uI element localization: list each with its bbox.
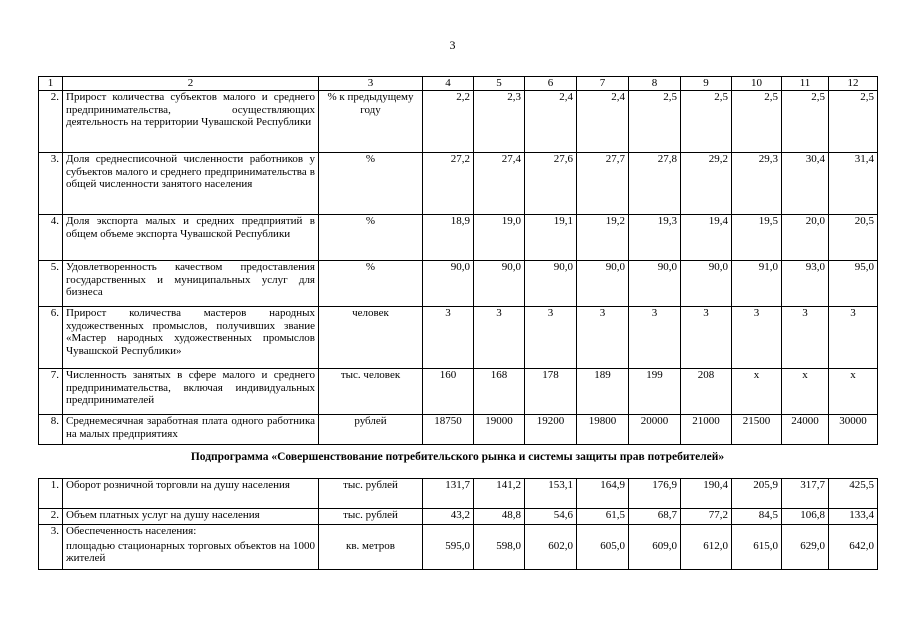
value-cell: 18750 [423, 415, 474, 445]
value-cell: 605,0 [577, 540, 629, 570]
value-cell: 27,2 [423, 153, 474, 215]
table-row [39, 540, 878, 570]
indicator-name: Обеспеченность населения: [63, 525, 319, 540]
table-row [39, 525, 878, 540]
value-cell: 90,0 [577, 261, 629, 307]
table-row [39, 509, 878, 525]
row-number: 5. [39, 261, 63, 307]
table-row [39, 91, 878, 153]
subprogram-title: Подпрограмма «Совершенствование потребительского рынка и системы защиты прав потребителей» [190, 451, 725, 463]
page-number: 3 [449, 38, 456, 52]
value-cell: 27,8 [629, 153, 681, 215]
value-cell: 54,6 [525, 509, 577, 525]
value-cell: 2,3 [474, 91, 525, 153]
value-cell: 2,5 [782, 91, 829, 153]
empty-cell [732, 525, 782, 540]
value-cell: x [732, 369, 782, 415]
empty-cell [829, 525, 878, 540]
indicator-name: Удовлетворенность качеством предоставления государственных и муниципальных услуг для бизнеса [63, 261, 319, 307]
indicator-name: Численность занятых в сфере малого и среднего предпринимательства, включая индивидуальных предпринимателей [63, 369, 319, 415]
header-cell: 5 [474, 77, 525, 91]
indicator-name: Прирост количества субъектов малого и среднего предпринимательства, осуществляющих деятельность на территории Чувашской Республики [63, 91, 319, 153]
value-cell: 615,0 [732, 540, 782, 570]
value-cell: 84,5 [732, 509, 782, 525]
value-cell: 642,0 [829, 540, 878, 570]
indicator-name: Прирост количества мастеров народных художественных промыслов, получивших звание «Мастер народных художественных промыслов Чувашской Республики» [63, 307, 319, 369]
value-cell: 141,2 [474, 479, 525, 509]
indicator-name: Оборот розничной торговли на душу населения [63, 479, 319, 509]
value-cell: 3 [782, 307, 829, 369]
empty-cell [319, 525, 423, 540]
table-row [39, 215, 878, 261]
unit: % [319, 153, 423, 215]
value-cell: 90,0 [423, 261, 474, 307]
empty-cell [525, 525, 577, 540]
value-cell: 21500 [732, 415, 782, 445]
value-cell: 3 [423, 307, 474, 369]
value-cell: 19000 [474, 415, 525, 445]
value-cell: 3 [474, 307, 525, 369]
value-cell: 29,3 [732, 153, 782, 215]
header-cell: 3 [319, 77, 423, 91]
value-cell: 602,0 [525, 540, 577, 570]
unit: тыс. рублей [319, 509, 423, 525]
header-cell: 9 [681, 77, 732, 91]
table-row [39, 153, 878, 215]
value-cell: 176,9 [629, 479, 681, 509]
value-cell: 3 [732, 307, 782, 369]
value-cell: 27,4 [474, 153, 525, 215]
value-cell: 18,9 [423, 215, 474, 261]
value-cell: 21000 [681, 415, 732, 445]
value-cell: 598,0 [474, 540, 525, 570]
value-cell: 30,4 [782, 153, 829, 215]
value-cell: 20,0 [782, 215, 829, 261]
consumer-market-table [38, 478, 878, 570]
header-cell: 6 [525, 77, 577, 91]
table-row [39, 415, 878, 445]
value-cell: 68,7 [629, 509, 681, 525]
table-row [39, 261, 878, 307]
value-cell: 27,6 [525, 153, 577, 215]
indicators-table [38, 76, 878, 445]
unit: человек [319, 307, 423, 369]
value-cell: 425,5 [829, 479, 878, 509]
row-number: 1. [39, 479, 63, 509]
value-cell: 90,0 [474, 261, 525, 307]
value-cell: 19800 [577, 415, 629, 445]
value-cell: 2,5 [681, 91, 732, 153]
header-cell: 1 [39, 77, 63, 91]
row-number: 2. [39, 509, 63, 525]
row-number: 4. [39, 215, 63, 261]
value-cell: 19200 [525, 415, 577, 445]
value-cell: 199 [629, 369, 681, 415]
header-cell: 11 [782, 77, 829, 91]
row-number: 2. [39, 91, 63, 153]
value-cell: 27,7 [577, 153, 629, 215]
table-row [39, 307, 878, 369]
value-cell: x [782, 369, 829, 415]
value-cell: 3 [681, 307, 732, 369]
unit: тыс. человек [319, 369, 423, 415]
value-cell: 131,7 [423, 479, 474, 509]
value-cell: 168 [474, 369, 525, 415]
value-cell: 19,4 [681, 215, 732, 261]
row-number: 3. [39, 525, 63, 540]
value-cell: 90,0 [629, 261, 681, 307]
value-cell: 19,0 [474, 215, 525, 261]
header-cell: 8 [629, 77, 681, 91]
unit: % [319, 261, 423, 307]
value-cell: 612,0 [681, 540, 732, 570]
unit: тыс. рублей [319, 479, 423, 509]
value-cell: 160 [423, 369, 474, 415]
value-cell: 133,4 [829, 509, 878, 525]
empty-cell [629, 525, 681, 540]
value-cell: 106,8 [782, 509, 829, 525]
empty-cell [681, 525, 732, 540]
value-cell: 19,5 [732, 215, 782, 261]
unit: % [319, 215, 423, 261]
value-cell: 20,5 [829, 215, 878, 261]
indicator-name: площадью стационарных торговых объектов на 1000 жителей [63, 540, 319, 570]
header-cell: 10 [732, 77, 782, 91]
value-cell: 208 [681, 369, 732, 415]
value-cell: 178 [525, 369, 577, 415]
value-cell: 61,5 [577, 509, 629, 525]
value-cell: 48,8 [474, 509, 525, 525]
indicator-name: Среднемесячная заработная плата одного работника на малых предприятиях [63, 415, 319, 445]
value-cell: 2,5 [829, 91, 878, 153]
value-cell: 19,1 [525, 215, 577, 261]
header-cell: 2 [63, 77, 319, 91]
value-cell: 29,2 [681, 153, 732, 215]
value-cell: 609,0 [629, 540, 681, 570]
row-number: 7. [39, 369, 63, 415]
value-cell: 90,0 [681, 261, 732, 307]
value-cell: 205,9 [732, 479, 782, 509]
empty-cell [423, 525, 474, 540]
empty-cell [577, 525, 629, 540]
table-row [39, 479, 878, 509]
value-cell: 19,3 [629, 215, 681, 261]
unit: кв. метров [319, 540, 423, 570]
empty-cell [39, 540, 63, 570]
value-cell: 189 [577, 369, 629, 415]
empty-cell [474, 525, 525, 540]
value-cell: 595,0 [423, 540, 474, 570]
value-cell: 3 [829, 307, 878, 369]
value-cell: 93,0 [782, 261, 829, 307]
value-cell: x [829, 369, 878, 415]
value-cell: 2,4 [525, 91, 577, 153]
header-cell: 4 [423, 77, 474, 91]
value-cell: 91,0 [732, 261, 782, 307]
value-cell: 77,2 [681, 509, 732, 525]
value-cell: 153,1 [525, 479, 577, 509]
header-row [39, 77, 878, 91]
row-number: 3. [39, 153, 63, 215]
value-cell: 43,2 [423, 509, 474, 525]
value-cell: 95,0 [829, 261, 878, 307]
value-cell: 30000 [829, 415, 878, 445]
value-cell: 164,9 [577, 479, 629, 509]
value-cell: 3 [577, 307, 629, 369]
indicator-name: Доля среднесписочной численности работников у субъектов малого и среднего предпринимательства в общей численности занятого населения [63, 153, 319, 215]
value-cell: 2,4 [577, 91, 629, 153]
value-cell: 190,4 [681, 479, 732, 509]
value-cell: 629,0 [782, 540, 829, 570]
value-cell: 90,0 [525, 261, 577, 307]
value-cell: 2,5 [732, 91, 782, 153]
unit: % к предыдущему году [319, 91, 423, 153]
row-number: 6. [39, 307, 63, 369]
value-cell: 317,7 [782, 479, 829, 509]
value-cell: 2,2 [423, 91, 474, 153]
value-cell: 20000 [629, 415, 681, 445]
table-row [39, 369, 878, 415]
empty-cell [782, 525, 829, 540]
value-cell: 3 [525, 307, 577, 369]
row-number: 8. [39, 415, 63, 445]
value-cell: 19,2 [577, 215, 629, 261]
value-cell: 3 [629, 307, 681, 369]
header-cell: 7 [577, 77, 629, 91]
value-cell: 24000 [782, 415, 829, 445]
value-cell: 31,4 [829, 153, 878, 215]
indicator-name: Объем платных услуг на душу населения [63, 509, 319, 525]
value-cell: 2,5 [629, 91, 681, 153]
header-cell: 12 [829, 77, 878, 91]
unit: рублей [319, 415, 423, 445]
indicator-name: Доля экспорта малых и средних предприятий в общем объеме экспорта Чувашской Республики [63, 215, 319, 261]
